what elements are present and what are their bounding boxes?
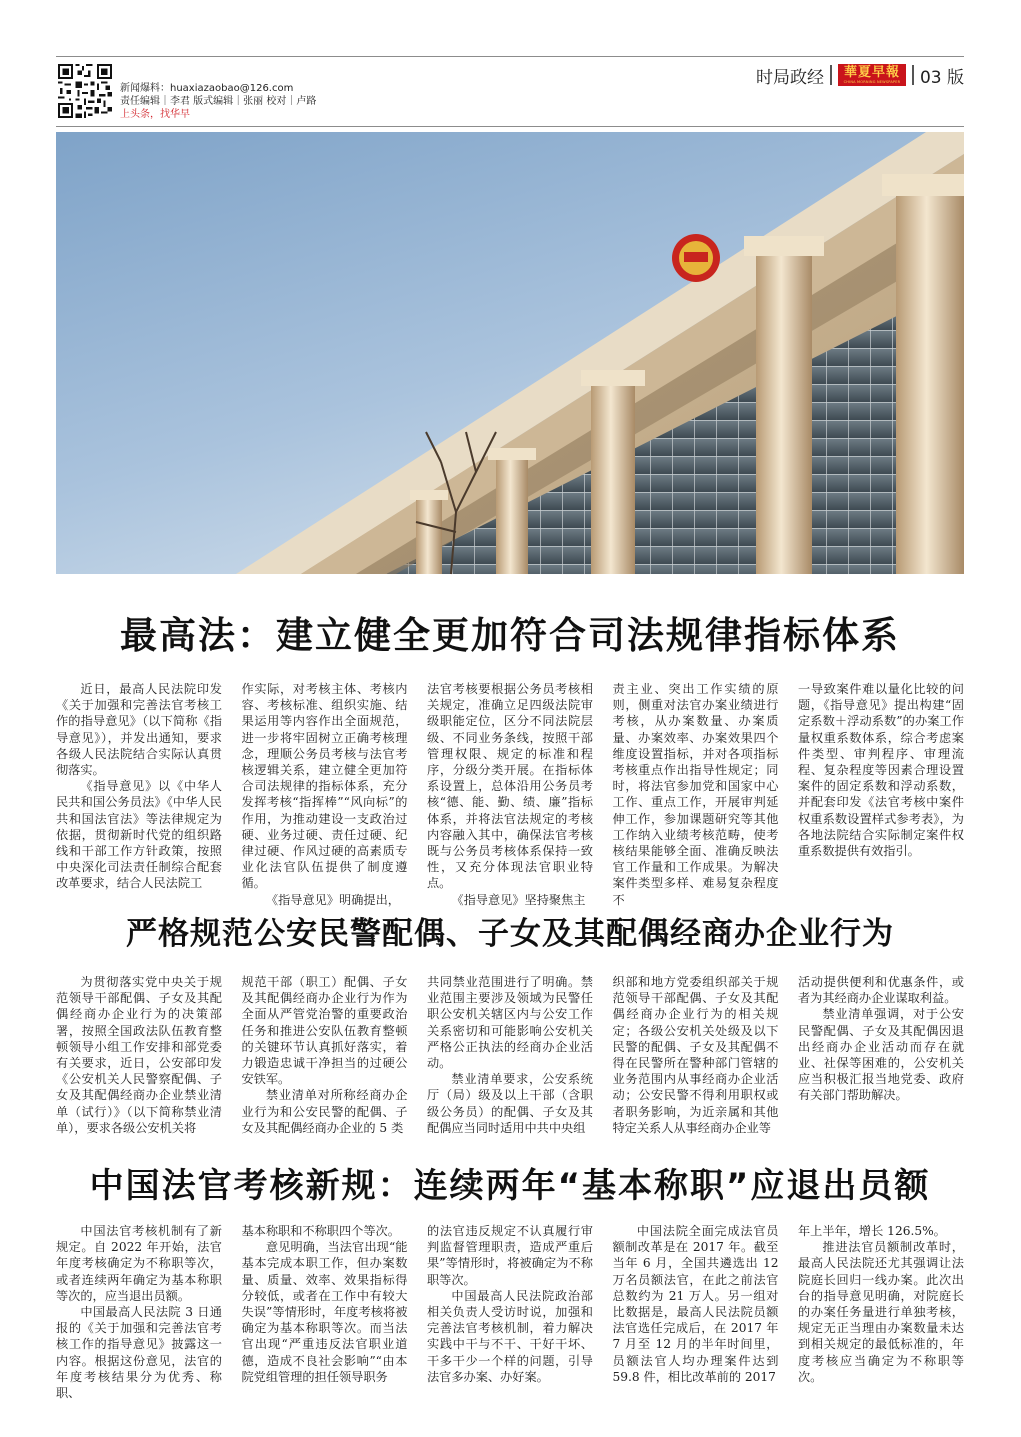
paragraph: 中国法院全面完成法官员额制改革是在 2017 年。截至当年 6 月，全国共遴选出 12 万名员额法官，在此之前法官总数约为 21 万人。另一组对比数据是，最高人民法院员额法官选任完成后，在 2017 年 7 月至 12 月的半年时间里，员额法官人均办理案件达到 59.8 件，相比改革前的 2017 <box>612 1224 779 1384</box>
article2-column <box>613 974 779 1139</box>
paragraph: 责主业、突出工作实绩的原则，侧重对法官办案业绩进行考核，从办案数量、办案质量、办案效率、办案效果四个维度设置指标，并对各项指标考核重点作出指导性规定；同时，将法官参加党和国家中心工作、重点工作，开展审判延伸工作，参加课题研究等其他工作纳入业绩考核范畴，使考核结果能够全面、准确反映法官工作量和工作成果。为解决案件类型多样、难易复杂程度不 <box>612 682 779 907</box>
qr-code <box>58 64 112 118</box>
article1-headline: 最高法：建立健全更加符合司法规律指标体系 <box>120 614 900 657</box>
editor-credits: 责任编辑｜李君 版式编辑｜张丽 校对｜卢路 <box>120 96 317 107</box>
paragraph: 为贯彻落实党中央关于规范领导干部配偶、子女及其配偶经商办企业行为的决策部署，按照全国政法队伍教育整顿领导小组工作安排和部党委有关要求，近日，公安部印发《公安机关人民警察配偶、子女及其配偶经商办企业禁业清单（试行）》（以下简称禁业清单），要求各级公安机关将 <box>56 975 222 1135</box>
paragraph: 推进法官员额制改革时，最高人民法院还尤其强调让法院庭长回归一线办案。此次出台的指导意见明确，对院庭长的办案任务量进行单独考核，规定无正当理由办案数量未达到相关规定的最低标准的，年度考核应当确定为不称职等次。 <box>798 1240 964 1384</box>
article1-column <box>56 681 222 891</box>
logo-text: 華夏早報 <box>843 64 900 80</box>
article3-column <box>427 1223 593 1383</box>
header-info <box>120 82 316 121</box>
page-number: 03 版 <box>919 67 964 88</box>
paragraph: 《指导意见》坚持聚焦主 <box>451 892 586 907</box>
paragraph: 一导致案件难以量化比较的问题，《指导意见》提出构建“固定系数＋浮动系数”的办案工作量权重系数体系，综合考虑案件类型、审判程序、审理流程、复杂程度等因素合理设置案件的固定系数和浮动系数，并配套印发《法官考核中案件权重系数设置样式参考表》，为各地法院结合实际制定案件权重系数提供有效指引。 <box>798 682 964 859</box>
paragraph: 中国法官考核机制有了新规定。自 2022 年开始，法官年度考核确定为不称职等次，或者连续两年确定为基本称职等次的，应当退出员额。 <box>56 1224 222 1303</box>
paragraph: 《指导意见》以《中华人民共和国公务员法》《中华人民共和国法官法》等法律规定为依据，贯彻新时代党的组织路线和干部工作方针政策，按照中央深化司法责任制综合配套改革要求，结合人民法院工 <box>56 779 222 891</box>
paragraph: 中国最高人民法院政治部相关负责人受访时说，加强和完善法官考核机制，着力解决实践中干与不干、干好干坏、干多干少一个样的问题，引导法官多办案、办好案。 <box>427 1288 593 1384</box>
paragraph: 基本称职和不称职四个等次。 <box>241 1224 400 1238</box>
paragraph: 织部和地方党委组织部关于规范领导干部配偶、子女及其配偶经商办企业行为的相关规定；各级公安机关处级及以下民警的配偶、子女及其配偶不得在民警所在警种部门管辖的业务范围内从事经商办企业活动；公安民警不得利用职权或者职务影响，为近亲属和其他特定关系人从事经商办企业等 <box>612 975 779 1135</box>
court-building-photo <box>56 132 964 574</box>
paragraph: 中国最高人民法院 3 日通报的《关于加强和完善法官考核工作的指导意见》披露这一内容。根据这份意见，法官的年度考核结果分为优秀、称职、 <box>56 1305 222 1401</box>
paragraph: 活动提供便利和优惠条件，或者为其经商办企业谋取利益。 <box>798 975 964 1006</box>
article2-column <box>242 974 408 1139</box>
article2-column <box>798 974 964 1139</box>
slogan: 上头条，找华早 <box>120 109 190 120</box>
paragraph: 年上半年，增长 126.5%。 <box>798 1224 946 1238</box>
logo-en-text: CHINA MORNING NEWSPAPER <box>843 79 901 84</box>
paragraph: 《指导意见》明确提出， <box>265 892 400 907</box>
header-right <box>756 62 964 88</box>
paragraph: 法官考核要根据公务员考核相关规定，准确立足四级法院审级职能定位，区分不同法院层级、不同业务条线，按照干部管理权限、规定的标准和程序，分级分类开展。在指标体系设置上，总体沿用公务员考核“德、能、勤、绩、廉”指标体系，并将法官法规定的考核内容融入其中，确保法官考核既与公务员考核体系保持一致性，又充分体现法官职业特点。 <box>427 682 593 891</box>
article3-column <box>242 1223 408 1383</box>
divider <box>830 65 832 85</box>
paragraph: 的法官违反规定不认真履行审判监督管理职责，造成严重后果”等情形时，将被确定为不称职等次。 <box>427 1224 593 1287</box>
article3-column <box>613 1223 779 1383</box>
paragraph: 近日，最高人民法院印发《关于加强和完善法官考核工作的指导意见》（以下简称《指导意见》），并发出通知，要求各级人民法院结合实际认真贯彻落实。 <box>56 682 222 778</box>
article2-body <box>56 974 964 1139</box>
article3-column <box>798 1223 964 1383</box>
news-tip-email: 新闻爆料：huaxiazaobao@126.com <box>120 83 294 94</box>
divider <box>912 65 914 85</box>
paragraph: 禁业清单强调，对于公安民警配偶、子女及其配偶因退出经商办企业活动而存在就业、社保等困难的，公安机关应当积极汇报当地党委、政府有关部门帮助解决。 <box>798 1007 964 1103</box>
paragraph: 禁业清单要求，公安系统厅（局）级及以上干部（含职级公务员）的配偶、子女及其配偶应当同时适用中共中央组 <box>427 1072 593 1135</box>
article1-body <box>56 681 964 907</box>
paragraph: 意见明确，当法官出现“能基本完成本职工作，但办案数量、质量、效率、效果指标得分较低，或者在工作中有较大失误”等情形时，年度考核将被确定为基本称职等次。而当法官出现“严重违反法官职业道德，造成不良社会影响”“由本院党组管理的担任领导职务 <box>241 1240 408 1384</box>
paragraph: 作实际，对考核主体、考核内容、考核标准、组织实施、结果运用等内容作出全面规范，进一步将牢固树立正确考核理念，理顺公务员考核与法官考核逻辑关系，建立健全更加符合司法规律的指标体系，充分发挥考核“指挥棒”“风向标”的作用，为推动建设一支政治过硬、业务过硬、责任过硬、纪律过硬、作风过硬的高素质专业化法官队伍提供了制度遵循。 <box>241 682 408 891</box>
article3-headline: 中国法官考核新规：连续两年“基本称职”应退出员额 <box>89 1166 931 1206</box>
newspaper-logo <box>838 64 906 86</box>
article3-column <box>56 1223 222 1401</box>
paragraph: 规范干部（职工）配偶、子女及其配偶经商办企业行为作为全面从严管党治警的重要政治任务和推进公安队伍教育整顿的关键环节认真抓好落实，着力锻造忠诚干净担当的过硬公安铁军。 <box>241 975 408 1087</box>
article3-body <box>56 1223 964 1401</box>
article1-column <box>241 681 408 907</box>
article2-headline: 严格规范公安民警配偶、子女及其配偶经商办企业行为 <box>126 916 894 952</box>
article1-column <box>798 681 964 881</box>
article1-column <box>427 681 593 907</box>
header-top-rule <box>56 56 964 57</box>
header-bottom-rule <box>56 126 964 127</box>
article1-column <box>612 681 779 907</box>
paragraph: 共同禁业范围进行了明确。禁业范围主要涉及领域为民警任职公安机关辖区内与公安工作关系密切和可能影响公安机关严格公正执法的经商办企业活动。 <box>427 975 593 1071</box>
section-name: 时局政经 <box>755 67 824 88</box>
paragraph: 禁业清单对所称经商办企业行为和公安民警的配偶、子女及其配偶经商办企业的 5 类 <box>241 1088 408 1135</box>
article2-column <box>427 974 593 1139</box>
article2-column <box>56 974 222 1139</box>
